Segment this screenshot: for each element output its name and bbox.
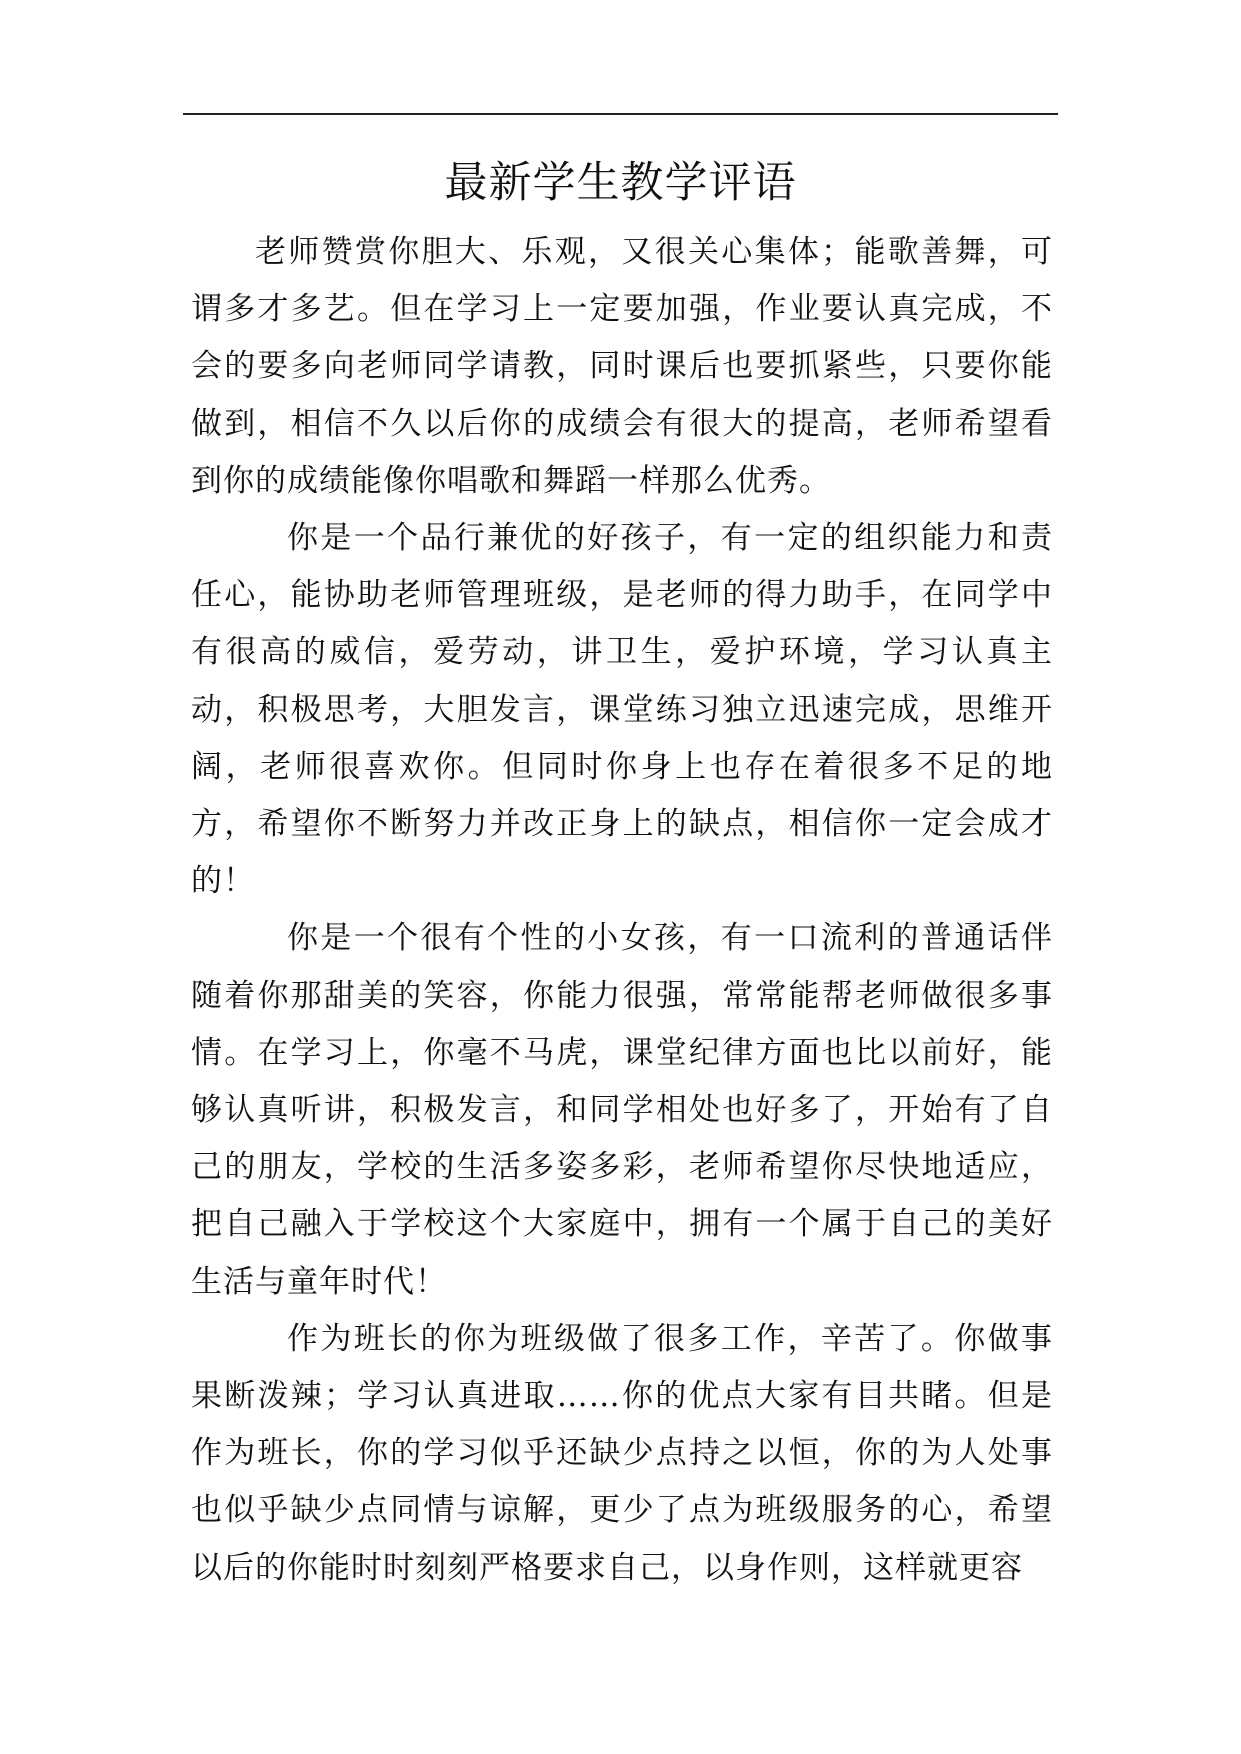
paragraph-3: 你是一个很有个性的小女孩，有一口流利的普通话伴随着你那甜美的笑容，你能力很强，常常能帮老师做很多事情。在学习上，你毫不马虎，课堂纪律方面也比以前好，能够认真听讲，积极发言，和同学相处也好多了，开始有了自己的朋友，学校的生活多姿多彩，老师希望你尽快地适应，把自己融入于学校这个大家庭中，拥有一个属于自己的美好生活与童年时代！ (191, 920, 1053, 1300)
paragraph-4: 作为班长的你为班级做了很多工作，辛苦了。你做事果断泼辣；学习认真进取……你的优点大家有目共睹。但是作为班长，你的学习似乎还缺少点持之以恒，你的为人处事也似乎缺少点同情与谅解，更少了点为班级服务的心，希望以后的你能时时刻刻严格要求自己，以身作则，这样就更容 (191, 1320, 1053, 1586)
paragraph-2: 你是一个品行兼优的好孩子，有一定的组织能力和责任心，能协助老师管理班级，是老师的得力助手，在同学中有很高的威信，爱劳动，讲卫生，爱护环境，学习认真主动，积极思考，大胆发言，课堂练习独立迅速完成，思维开阔，老师很喜欢你。但同时你身上也存在着很多不足的地方，希望你不断努力并改正身上的缺点，相信你一定会成才的！ (191, 520, 1053, 900)
document-body (191, 224, 1053, 1597)
paragraph-1: 老师赞赏你胆大、乐观，又很关心集体；能歌善舞，可谓多才多艺。但在学习上一定要加强，作业要认真完成，不会的要多向老师同学请教，同时课后也要抓紧些，只要你能做到，相信不久以后你的成绩会有很大的提高，老师希望看到你的成绩能像你唱歌和舞蹈一样那么优秀。 (191, 234, 1053, 499)
header-rule (183, 113, 1058, 115)
page-title: 最新学生教学评语 (444, 158, 797, 208)
